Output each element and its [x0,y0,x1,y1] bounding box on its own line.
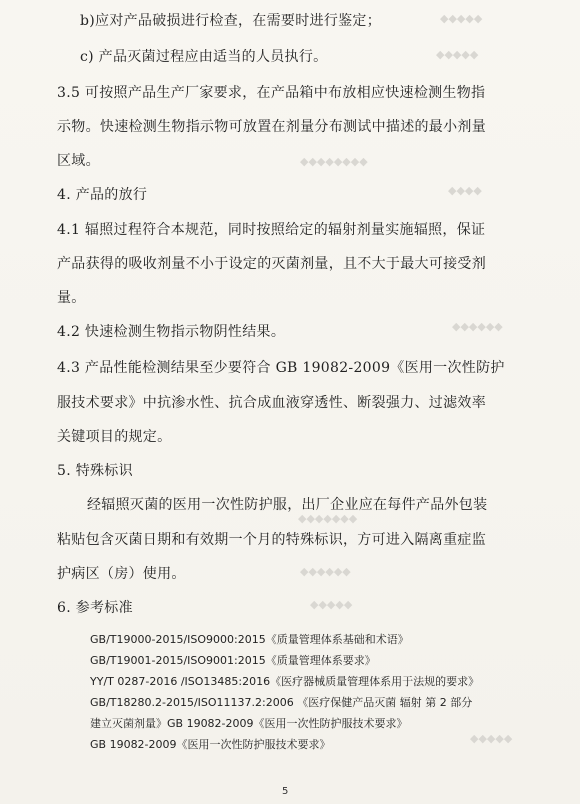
bleed-through-text: ◆◆◆◆◆ [310,598,353,611]
section-5-line-2: 粘贴包含灭菌日期和有效期一个月的特殊标识，方可进入隔离重症监 [57,532,486,548]
bleed-through-text: ◆◆◆◆◆ [436,48,479,61]
item-c-text: c) 产品灭菌过程应由适当的人员执行。 [80,49,328,65]
bleed-through-text: ◆◆◆◆◆◆ [300,565,351,578]
reference-item: 建立灭菌剂量》GB 19082-2009《医用一次性防护服技术要求》 [90,717,408,730]
section-4-3-line-3: 关键项目的规定。 [57,429,172,445]
bleed-through-text: ◆◆◆◆ [448,184,482,197]
section-5-heading: 5. 特殊标识 [57,463,133,479]
page-number: 5 [282,786,289,797]
section-3-5-line-3: 区域。 [57,153,100,169]
reference-item: YY/T 0287-2016 /ISO13485:2016《医疗器械质量管理体系用于法规的要求》 [90,675,480,688]
bleed-through-text: ◆◆◆◆◆◆◆◆ [300,155,368,168]
section-4-3-line-2: 服技术要求》中抗渗水性、抗合成血液穿透性、断裂强力、过滤效率 [57,395,486,411]
section-3-5-line-1: 3.5 可按照产品生产厂家要求，在产品箱中布放相应快速检测生物指 [57,85,486,101]
reference-item: GB 19082-2009《医用一次性防护服技术要求》 [90,738,331,751]
section-4-heading: 4. 产品的放行 [57,187,148,203]
section-5-line-3: 护病区（房）使用。 [57,566,186,582]
bleed-through-text: ◆◆◆◆◆ [470,732,513,745]
section-6-heading: 6. 参考标准 [57,600,133,616]
bleed-through-text: ◆◆◆◆◆ [440,12,483,25]
section-4-1-line-3: 量。 [57,290,86,306]
section-4-1-line-2: 产品获得的吸收剂量不小于设定的灭菌剂量，且不大于最大可接受剂 [57,256,486,272]
reference-item: GB/T19001-2015/ISO9001:2015《质量管理体系要求》 [90,654,376,667]
item-b-text: b)应对产品破损进行检查，在需要时进行鉴定； [80,13,382,29]
section-3-5-line-2: 示物。快速检测生物指示物可放置在剂量分布测试中描述的最小剂量 [57,119,486,135]
section-4-3-line-1: 4.3 产品性能检测结果至少要符合 GB 19082-2009《医用一次性防护 [57,360,505,376]
reference-item: GB/T19000-2015/ISO9000:2015《质量管理体系基础和术语》 [90,633,409,646]
section-5-line-1: 经辐照灭菌的医用一次性防护服，出厂企业应在每件产品外包装 [87,497,488,513]
section-4-2: 4.2 快速检测生物指示物阴性结果。 [57,324,286,340]
bleed-through-text: ◆◆◆◆◆◆ [452,320,503,333]
section-4-1-line-1: 4.1 辐照过程符合本规范，同时按照给定的辐射剂量实施辐照，保证 [57,222,486,238]
reference-item: GB/T18280.2-2015/ISO11137.2:2006 《医疗保健产品灭菌 辐射 第 2 部分 [90,696,473,709]
bleed-through-text: ◆◆◆◆◆◆◆ [298,512,358,525]
